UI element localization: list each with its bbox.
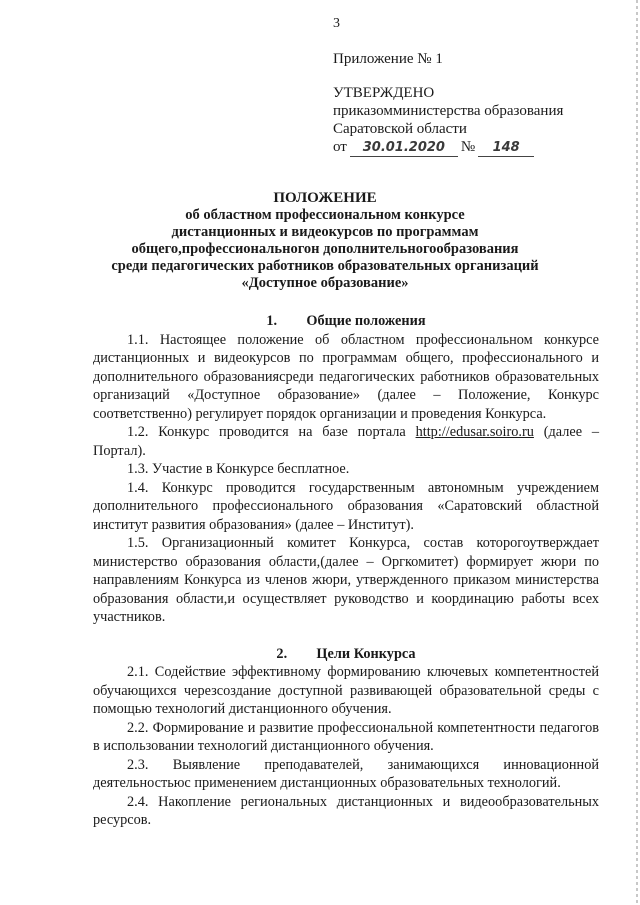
region-line: Саратовской области [333,121,467,137]
order-line: приказомминистерства образования [333,103,564,119]
handwritten-date: 30.01.2020 [350,140,458,157]
paragraph-text: 2.3. Выявление преподавателей, занимающихся инновационной деятельностьюс применением дистанционных образовательных технологий. [93,756,599,791]
paragraph [93,331,599,424]
scan-edge [636,0,638,905]
appendix-label: Приложение № 1 [333,51,443,67]
approval-block [333,50,563,157]
document-body [93,312,599,830]
section-gap [93,627,599,645]
number-label: № [460,139,476,155]
paragraph-text: 2.2. Формирование и развитие профессиональной компетентности педагогов в использовании технологий дистанционного обучения. [93,719,599,754]
handwritten-number: 148 [478,140,534,157]
paragraph [93,663,599,719]
paragraph [93,423,599,460]
paragraph-text: 1.2. Конкурс проводится на базе портала [127,424,416,440]
document-title [100,190,550,292]
paragraph-text: 1.1. Настоящее положение об областном профессиональном конкурсе дистанционных и видеокурсов по программам общего, профессионального и дополнительного образованиясреди педагогических работников образовательных организаций «Доступное образование» (далее – Положение, Конкурс соответственно) регулирует порядок организации и проведения Конкурса. [93,331,599,422]
paragraph [93,719,599,756]
approved-label: УТВЕРЖДЕНО [333,85,435,101]
section-heading [93,312,599,331]
paragraph-text: 1.3. Участие в Конкурсе бесплатное. [127,461,350,477]
section-title: Цели Конкурса [316,645,416,662]
title-line: дистанционных и видеокурсов по программам [171,224,479,240]
date-number-line [333,138,563,157]
paragraph-text: 2.4. Накопление региональных дистанционных и видеообразовательных ресурсов. [93,793,599,828]
paragraph-text: 1.5. Организационный комитет Конкурса, состав которогоутверждает министерство образования области,(далее – Оргкомитет) формирует жюри по направлениям Конкурса из членов жюри, утвержденного приказом министерства образования области,и осуществляет руководство и координацию работы всех участников. [93,535,599,625]
paragraph [93,460,599,479]
paragraph-text: 2.1. Содействие эффективному формированию ключевых компетентностей обучающихся черезсоздание доступной развивающей образовательной среды с помощью технологий дистанционного обучения. [93,664,599,717]
paragraph [93,793,599,830]
paragraph-text: 1.4. Конкурс проводится государственным автономным учреждением дополнительного профессионального образования «Саратовский областной институт развития образования» (далее – Институт). [93,479,599,533]
title-line: «Доступное образование» [241,275,409,291]
section-number: 2. [276,645,288,662]
from-label: от [333,139,347,155]
section-title: Общие положения [306,313,426,329]
title-line: об областном профессиональном конкурсе [185,207,465,223]
section-number: 1. [266,313,278,329]
paragraph-text-after: (далее – Портал). [93,424,599,459]
section-heading [93,645,599,664]
paragraph [93,534,599,627]
page-number: 3 [333,16,340,31]
paragraph [93,479,599,535]
paragraph [93,756,599,793]
title-line: среди педагогических работников образовательных организаций [111,258,539,274]
title-line: общего,профессиональногон дополнительногообразования [131,241,519,257]
portal-link[interactable]: http://edusar.soiro.ru [415,424,534,440]
title-main: ПОЛОЖЕНИЕ [273,190,377,206]
